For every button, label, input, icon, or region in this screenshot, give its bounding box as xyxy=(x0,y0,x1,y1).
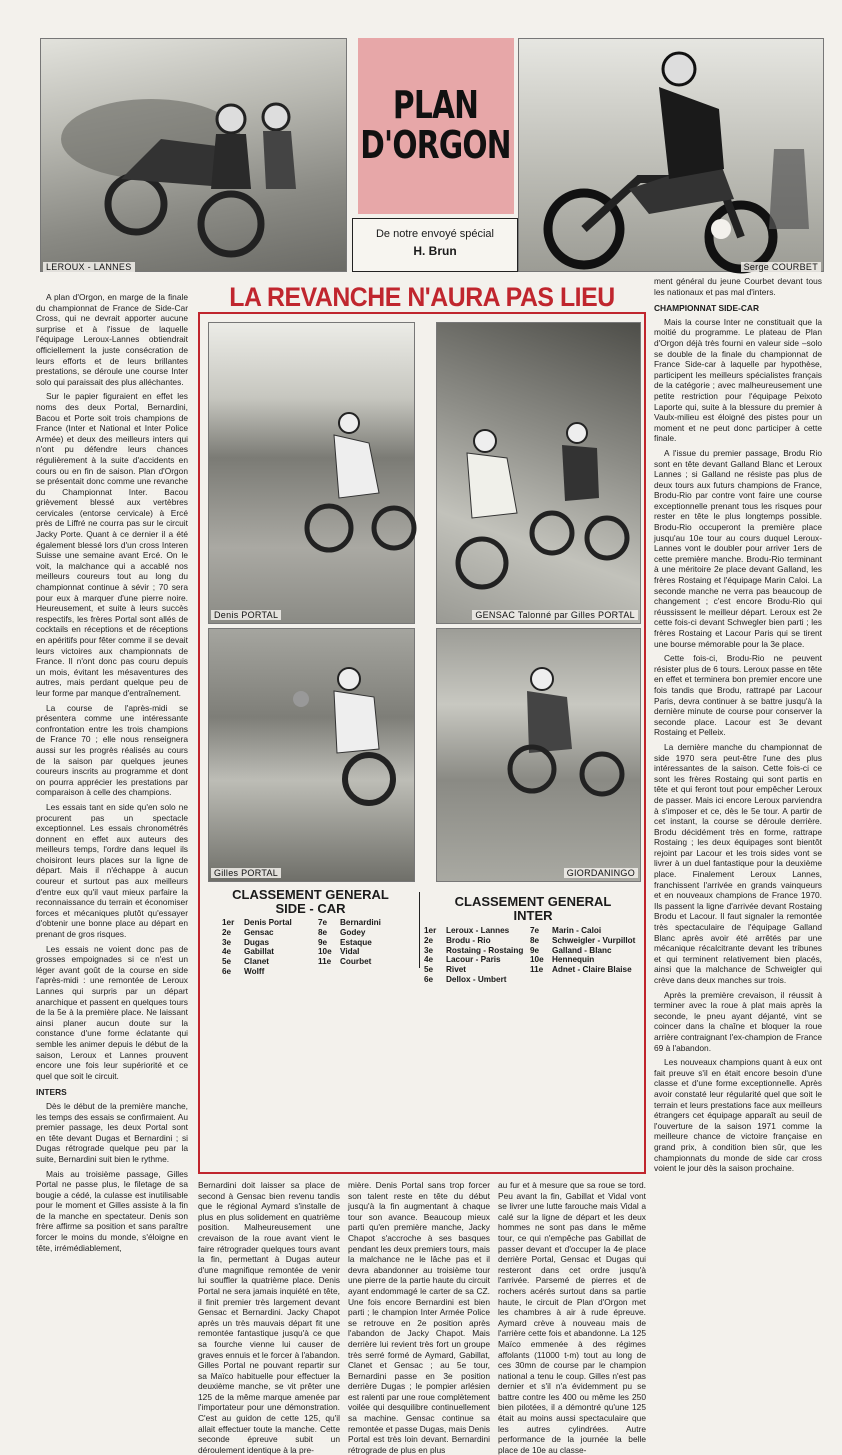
rank-row: 11e Courbet xyxy=(318,957,372,967)
paragraph: au fur et à mesure que sa roue se tord. Peu avant la fin, Gabillat et Vidal vont se livrer une lutte farouche mais Vidal a calé sur la ligne de départ et les deux hommes ne sont pas dans le même tour, ce qui n'empêche pas Gabillat de passer devant et d'occuper la 4e place derrière Portal, Gensac et Dugas qui resteront dans cet ordre jusqu'à l'arrivée. Parsemé de pierres et de rochers acérés surtout dans sa partie haute, le circuit de Plan d'Orgon met les chambres à air à rude épreuve. Aymard crève à nouveau mais de l'arrière cette fois et abandonne. La 125 Maïco emmenée à des régimes affolants (11000 t-m) tout au long de ces 30mn de course par le champion national a tenu le coup. Gilles n'est pas dernier et s'il n'a évidemment pu se battre contre les 400 ou même les 250 bien pilotées, il a démontré qu'une 125 était au moins aussi spectaculaire que les autres cylindrées. Autre performance de la journée la belle place de 10e au classe- xyxy=(498,1180,646,1455)
rank-row: 9e Galland - Blanc xyxy=(530,945,612,955)
paragraph: Mais la course Inter ne constituait que la moitié du programme. Le plateau de Plan d'Orgon déjà très fourni en valeur side –solo se double de la finale du championnat de France Side-car à laquelle par hypothèse, participent les meilleurs spécialistes français de la catégorie ; avec malheureusement une petite restriction pour l'équipage Peixoto Laporte qui, suite à la blessure du premier à Vaulx-milieu est éloigné des pistes pour un moment et ne peut donc participer à cette finale. xyxy=(654,316,822,444)
paragraph: Bernardini doit laisser sa place de second à Gensac bien revenu tandis que le régional Aymard s'installe de plus en plus solidement en quatrième position. Malheureusement une crevaison de la roue avant vient le faire rétrograder quelques tours avant la fin, permettant à Dugas auteur d'une magnifique remontée de venir lui souffler la quatrième place. Denis Portal ne sera jamais inquiété en tête, il finit premier très largement devant Gensac et Bernardini. Jacky Chapot après un très mauvais départ fit une remontée fantastique jusqu'à ce que sa fourche vienne lui causer de graves ennuis et le forcer à l'abandon. Gilles Portal ne pouvant repartir sur sa Maïco habituelle pour effectuer la deuxième manche, se vit prêter une 125 de la même marque amenée par l'importateur pour une démonstration. C'est au guidon de cette 125, qu'il allait effectuer toute la manche. Cette seconde épreuve subit un déroulement identique à la pre- xyxy=(198,1180,340,1455)
rank-row: 8e Schweigler - Vurpillot xyxy=(530,935,636,945)
article-column-3 xyxy=(348,1180,490,1455)
rank-row: 3e Dugas xyxy=(222,937,270,947)
paragraph: Les essais tant en side qu'en solo ne procurent pas un spectacle exceptionnel. Les essais chronométrés donnent en effet aux auteurs des meilleurs temps, l'ordre dans lequel ils choisiront leurs places sur la ligne de départ. Mais il n'échappe à aucun coureur et surtout pas aux meilleurs d'entre eux qu'il vaut mieux parfaire la reconnaissance du terrain et économiser forces et mécaniques plutôt qu'essayer d'obtenir une bonne place au départ en prenant de gros risques. xyxy=(36,801,188,940)
rank-row: 9e Estaque xyxy=(318,937,372,947)
caption-low-left: Gilles PORTAL xyxy=(211,868,281,878)
photo-leroux-lannes xyxy=(40,38,347,272)
paragraph: Cette fois-ci, Brodu-Rio ne peuvent résister plus de 6 tours. Leroux passe en tête en effet et terminera bon premier encore une fois tandis que Brodu, rattrapé par Lacour Paris, devra continuer à se battre jusqu'à la dernière minute de course pour conserver la seconde place. Lacour est 3e devant Rostaing et Pelleix. xyxy=(654,653,822,738)
photo-giordaningo xyxy=(436,628,641,882)
rank-row: 11e Adnet - Claire Blaise xyxy=(530,965,632,975)
rank-row: 7e Marin - Caloi xyxy=(530,926,602,935)
paragraph: Sur le papier figuraient en effet les noms des deux Portal, Bernardini, Bacou et Porte soit trois champions de France (Inter et National et Inter Police Armée) et deux des meilleurs inters qui n'ont pu défendre leurs chances régulièrement à la suite d'accidents en cours ou en fin de saison. Plan d'Orgon se présentait donc comme une revanche du Championnat Inter. Bacou grièvement blessé aux vertèbres cervicales (entorse cervicale) à Ercé près de Liffré ne courra pas sur le circuit Jacky Porte. Quant à ce dernier il a été également blessé lors d'un cross Interen Suisse une semaine avant Ercé. On le voit, la malchance qui a accablé nos meilleurs coureurs tout au long du championnat continue à sévir ; 70 sera pour eux à marquer d'une pierre noire. Heureusement, et suite à leurs succès respectifs, les frères Portal sont allés de cocktails en réceptions et de réceptions en apéritifs pour fêter comme il se devait leurs victoires aux championnats de France. Il n'ont donc pas couru depuis un mois, évitant les mésaventures des autres, mais perdant quelque peu de leur forme par manque d'entraînement. xyxy=(36,391,188,698)
special-envoy-box xyxy=(352,218,518,272)
paragraph: Les nouveaux champions quant à eux ont fait preuve s'il en était encore besoin d'une classe et d'une forme exceptionnelle. Après avoir constaté leur régularité quel que soit le terrain et leurs prestations face aux meilleurs étrangers cet équipage apparaît au seuil de l'ouverture de la saison 1971 comme la meilleure chance de victoire française en grand prix, à condition bien sûr, que les championnats du monde de side car cross voient le jour dès la saison prochaine. xyxy=(654,1057,822,1174)
motocross-rider-icon xyxy=(519,39,823,271)
rank-row: 3e Rostaing - Rostaing xyxy=(424,945,524,955)
rank-row: 2e Gensac xyxy=(222,927,274,937)
rank-row: 2e Brodu - Rio xyxy=(424,935,491,945)
photo-serge-courbet xyxy=(518,38,824,272)
classement-inter-left xyxy=(424,926,523,985)
page-title: PLAN D'ORGON xyxy=(360,83,512,167)
classement-sidecar-left xyxy=(222,918,292,977)
photo-gensac xyxy=(436,322,641,624)
paragraph: A plan d'Orgon, en marge de la finale du championnat de France de Side-Car Cross, qui ne devrait apporter aucune surprise et à l'issue de laquelle l'équipage Leroux-Lannes obtiendrait officiellement la juste consécration de leurs efforts et de leurs brillantes prestations, se déroule une course Inter solo qui paraissait des plus alléchantes. xyxy=(36,292,188,387)
paragraph: Après la première crevaison, il réussit à terminer avec la roue à plat mais après la seconde, le pneu ayant déjanté, vint se coincer dans la chaîne et bloquer la roue arrière contraignant l'ex-champion de France 69 à l'abandon. xyxy=(654,989,822,1053)
author-name: H. Brun xyxy=(413,244,457,258)
caption-mid-right: GENSAC Talonné par Gilles PORTAL xyxy=(472,610,638,620)
section-heading-inters: INTERS xyxy=(36,1087,67,1098)
classement-inter-title: CLASSEMENT GENERAL INTER xyxy=(454,894,612,923)
paragraph: ment général du jeune Courbet devant tous les nationaux et pas mal d'inters. xyxy=(654,276,822,297)
article-column-4 xyxy=(498,1180,646,1455)
paragraph: Dès le début de la première manche, les temps des essais se confirmaient. Au premier passage, les deux Portal sont en tête devant Dugas et Bernardini ; si Dugas rétrograde quelque peu par la suite, Bernardini suit bien le rythme. xyxy=(36,1100,188,1164)
caption-low-right: GIORDANINGO xyxy=(564,868,638,878)
rank-row: 6e Wolff xyxy=(222,966,265,976)
paragraph: mière. Denis Portal sans trop forcer son talent reste en tête du début jusqu'à la fin augmentant à chaque tour son avance. Beaucoup mieux parti qu'en première manche, Jacky Chapot s'accroche à ses basques pendant les deux premiers tours, mais la malchance ne le lâche pas et il devra abandonner au troisième tour une pierre de la partie haute du circuit ayant endommagé le carter de sa CZ. Une fois encore Bernardini est bien parti ; le champion Inter Armée Police se retrouve en 2e position après l'abandon de Jacky Chapot. Mais derrière lui revient très fort un groupe très serré formé de Aymard, Gabillat, Clanet et Gensac ; au 5e tour, Bernardini passe en 3e position derrière Dugas ; le pompier arlésien est ralenti par une roue complètement voilée qui desquilibre continuellement sa machine. Gensac continue sa remontée et passe Dugas, mais Denis Portal est très loin devant. Bernardini rétrograde de plus en plus xyxy=(348,1180,490,1455)
photo-gilles-portal xyxy=(208,628,415,882)
rank-row: 4e Gabillat xyxy=(222,947,275,957)
rank-row: 1er Leroux - Lannes xyxy=(424,926,510,935)
article-column-2 xyxy=(198,1180,340,1455)
paragraph: La course de l'après-midi se présentera comme une intéressante confrontation entre les trois champions de France 70 ; elle nous renseignera aussi sur les progrès réalisés au cours de la saison par quelques jeunes coureurs inscrits au programme et dont on pourra apprécier les prestations par comparaison à celle des champions. xyxy=(36,702,188,798)
classement-sidecar-title: CLASSEMENT GENERAL SIDE - CAR xyxy=(232,887,389,916)
rank-row: 10e Vidal xyxy=(318,947,360,957)
paragraph: La dernière manche du championnat de side 1970 sera peut-être l'une des plus intéressantes de la saison. Cette fois-ci ce sont les frères Rostaing qui sont partis en tête et qui feront tout pour empêcher Leroux de passer. Mais ici encore Leroux parviendra à s'imposer et ce, dès le 5e tour. A partir de cet instant, la course se déroule derrière. Brodu décidément très en forme, rattrape Rostaing ; les deux équipages sont bientôt rejoint par Lacour et les trois sides vont se livrer à un duel fantastique pour la deuxième place. Finalement Leroux Lannes, franchissent l'arrivée en grands vainqueurs et en nouveaux champions de France 1970. Ils passent la ligne d'arrivée devant Rostaing Brodu et Lacour. Il faut signaler la remontée très spectaculaire de l'équipage Galland Blanc après avoir été arrêtés par une mécanique récalcitrante devant les tribunes et qui terminent relativement bien placés, ainsi que la malchance de Schweigler qui crève dans deux manches sur trois. xyxy=(654,741,822,985)
paragraph: Mais au troisième passage, Gilles Portal ne passe plus, le filetage de sa bougie a cédé, la culasse est inutilisable pour le moment et Gilles assiste à la fin de la manche en spectateur. Denis son frère affirme sa position et sans paraître forcer le moins du monde, s'éloigne en tête, irrémédiablement, xyxy=(36,1168,188,1253)
classement-sidecar-right xyxy=(318,918,381,967)
article-column-1 xyxy=(36,292,188,1262)
caption-top-right: Serge COURBET xyxy=(741,262,821,272)
rank-row: 5e Clanet xyxy=(222,957,270,967)
section-heading-sidecar: CHAMPIONNAT SIDE-CAR xyxy=(654,303,759,314)
rank-row: 10e Hennequin xyxy=(530,955,595,965)
rank-row: 8e Godey xyxy=(318,927,366,937)
rank-row: 5e Rivet xyxy=(424,965,467,975)
rank-row: 6e Dellox - Umbert xyxy=(424,974,507,984)
paragraph: A l'issue du premier passage, Brodu Rio sont en tête devant Galland Blanc et Leroux Lannes ; si Galland ne résiste pas plus de deux tours aux futurs champions de France, Brodu-Rio par contre vont faire une course exceptionnelle prenant tous les risques pour rester en tête le plus longtemps possible. Brodu-Rio occuperont la première place jusqu'au 10e tour au cours duquel Leroux-Lannes vont le doubler pour arriver 1ers de cette première manche. Brodu-Rio terminant à une méritoire 2e place devant Galland, les frères Rostaing et l'équipage Marin Caloi. La seconde manche ne verra pas beaucoup de changement ; c'est encore Brodu-Rio qui réussissent le meilleur départ. Leroux est 2e cette fois-ci devant Schwegler bien parti ; les frères Rostaing et Lacour Paris qui se tirent une bourse mémorable pour la 3e place. xyxy=(654,447,822,649)
two-riders-icon xyxy=(437,323,640,623)
headline: LA REVANCHE N'AURA PAS LIEU xyxy=(229,282,615,312)
sidecar-silhouette-icon xyxy=(41,39,346,271)
article-column-5 xyxy=(654,276,822,1262)
envoy-label: De notre envoyé spécial xyxy=(375,228,494,240)
caption-top-left: LEROUX - LANNES xyxy=(43,262,135,272)
photo-denis-portal xyxy=(208,322,415,624)
caption-mid-left: Denis PORTAL xyxy=(211,610,281,620)
rider-icon xyxy=(209,629,414,881)
title-box xyxy=(358,38,514,214)
rider-icon xyxy=(437,629,640,881)
rank-row: 1er Denis Portal xyxy=(222,918,292,927)
paragraph: Les essais ne voient donc pas de grosses empoignades si ce n'est un léger avant goût de la course en side l'après-midi : une remontée de Leroux Lannes qui surpris par un départ anarchique et passent en quelques tours de la 5e à la première place. Ne laissant ainsi planer aucun doute sur la constance d'une forme éclatante qui semble les animer depuis le début de la saison, Leroux et Lannes prouvent encore une fois leur supériorité et ce quel que soit le circuit. xyxy=(36,943,188,1081)
rank-row: 4e Lacour - Paris xyxy=(424,955,501,965)
table-divider xyxy=(419,892,420,968)
rank-row: 7e Bernardini xyxy=(318,918,381,927)
rider-icon xyxy=(209,323,414,623)
classement-inter-right xyxy=(530,926,635,975)
